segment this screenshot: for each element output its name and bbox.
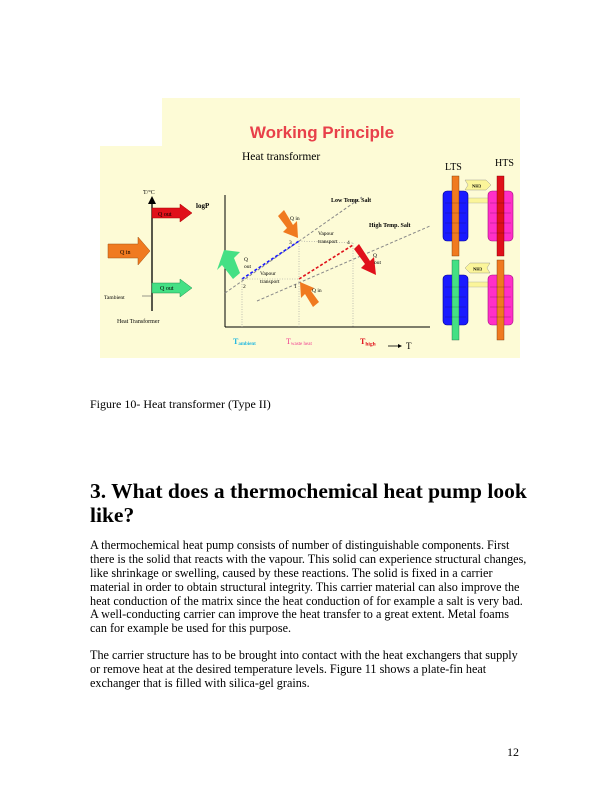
text-line: A thermochemical heat pump consists of number of distinguishable components. First	[90, 538, 510, 552]
text-line: A well-conducting carrier can improve the heat transfer to a great extent. Metal foams	[90, 607, 509, 622]
t-ambient-label: Tambient	[104, 295, 125, 301]
point-2-label: 2	[243, 284, 246, 290]
heading-line: like?	[90, 502, 135, 527]
vapour-transport-bottom-label-2: transport	[260, 279, 280, 285]
lts-label: LTS	[445, 162, 462, 173]
temperature-axis-label: T/°C	[143, 190, 155, 196]
text-line: heat conduction of the matrix since the heat conduction of for example a salt is very bad.	[90, 593, 523, 608]
text-line: can for example be used for this purpose.	[90, 621, 292, 636]
q-out-top-label: Q out	[158, 212, 172, 218]
q-in-bottom-label: Q in	[312, 288, 322, 294]
vapour-transport-bottom-label: Vapour	[260, 271, 276, 277]
q-out-left-label-2: out	[244, 264, 252, 270]
q-out-right-label-2: out	[374, 260, 382, 266]
text-line: like shrinkage or swelling, caused by these reactions. The solid is fixed in a carrier	[90, 565, 493, 580]
t-waste-heat-tick: Twaste heat	[286, 337, 312, 347]
figure-subtitle: Heat transformer	[242, 151, 321, 163]
point-3-label: 3	[289, 240, 292, 246]
q-out-left-label: Q	[244, 257, 248, 263]
q-out-right-label: Q	[373, 253, 377, 259]
nh3-top-label: NH3	[472, 183, 481, 189]
figure-title: Working Principle	[249, 123, 395, 142]
section-heading	[90, 480, 527, 527]
paragraph-2	[90, 649, 518, 691]
page-number: 12	[507, 745, 519, 759]
heading-line: 3. What does a thermochemical heat pump look	[90, 479, 527, 503]
text-line: The carrier structure has to be brought into contact with the heat exchangers that supply	[90, 648, 518, 662]
paragraph-1	[90, 539, 526, 636]
high-temp-salt-label: High Temp. Salt	[369, 223, 411, 229]
t-ambient-tick: Tambient	[233, 337, 256, 347]
low-temp-salt-label: Low Temp. Salt	[331, 198, 372, 204]
t-high-tick: Thigh	[360, 337, 376, 348]
q-in-label: Q in	[120, 250, 131, 256]
heat-transformer-figure	[100, 98, 520, 358]
vapour-transport-top-label: Vapour	[318, 231, 334, 237]
heat-transformer-label: Heat Transformer	[117, 319, 160, 325]
text-line: exchanger that is filled with silica-gel grains.	[90, 675, 310, 690]
nh3-bottom-label: NH3	[473, 266, 482, 272]
point-4-label: 4	[347, 240, 350, 246]
vapour-transport-top-label-2: transport	[318, 239, 338, 245]
text-line: material in order to obtain structural integrity. This carrier material can also improve the	[90, 579, 520, 594]
figure-caption: Figure 10- Heat transformer (Type II)	[90, 397, 271, 411]
text-line: there is the solid that reacts with the vapour. This solid can experience structural changes,	[90, 551, 527, 566]
q-out-bottom-label: Q out	[160, 286, 174, 292]
hts-label: HTS	[495, 158, 514, 169]
q-in-top-label: Q in	[290, 216, 300, 222]
t-axis-label: T	[406, 341, 412, 351]
point-1-label: 1	[294, 284, 297, 290]
text-line: or remove heat at the desired temperature levels. Figure 11 shows a plate-fin heat	[90, 661, 487, 676]
logp-axis-label: logP	[196, 202, 210, 210]
